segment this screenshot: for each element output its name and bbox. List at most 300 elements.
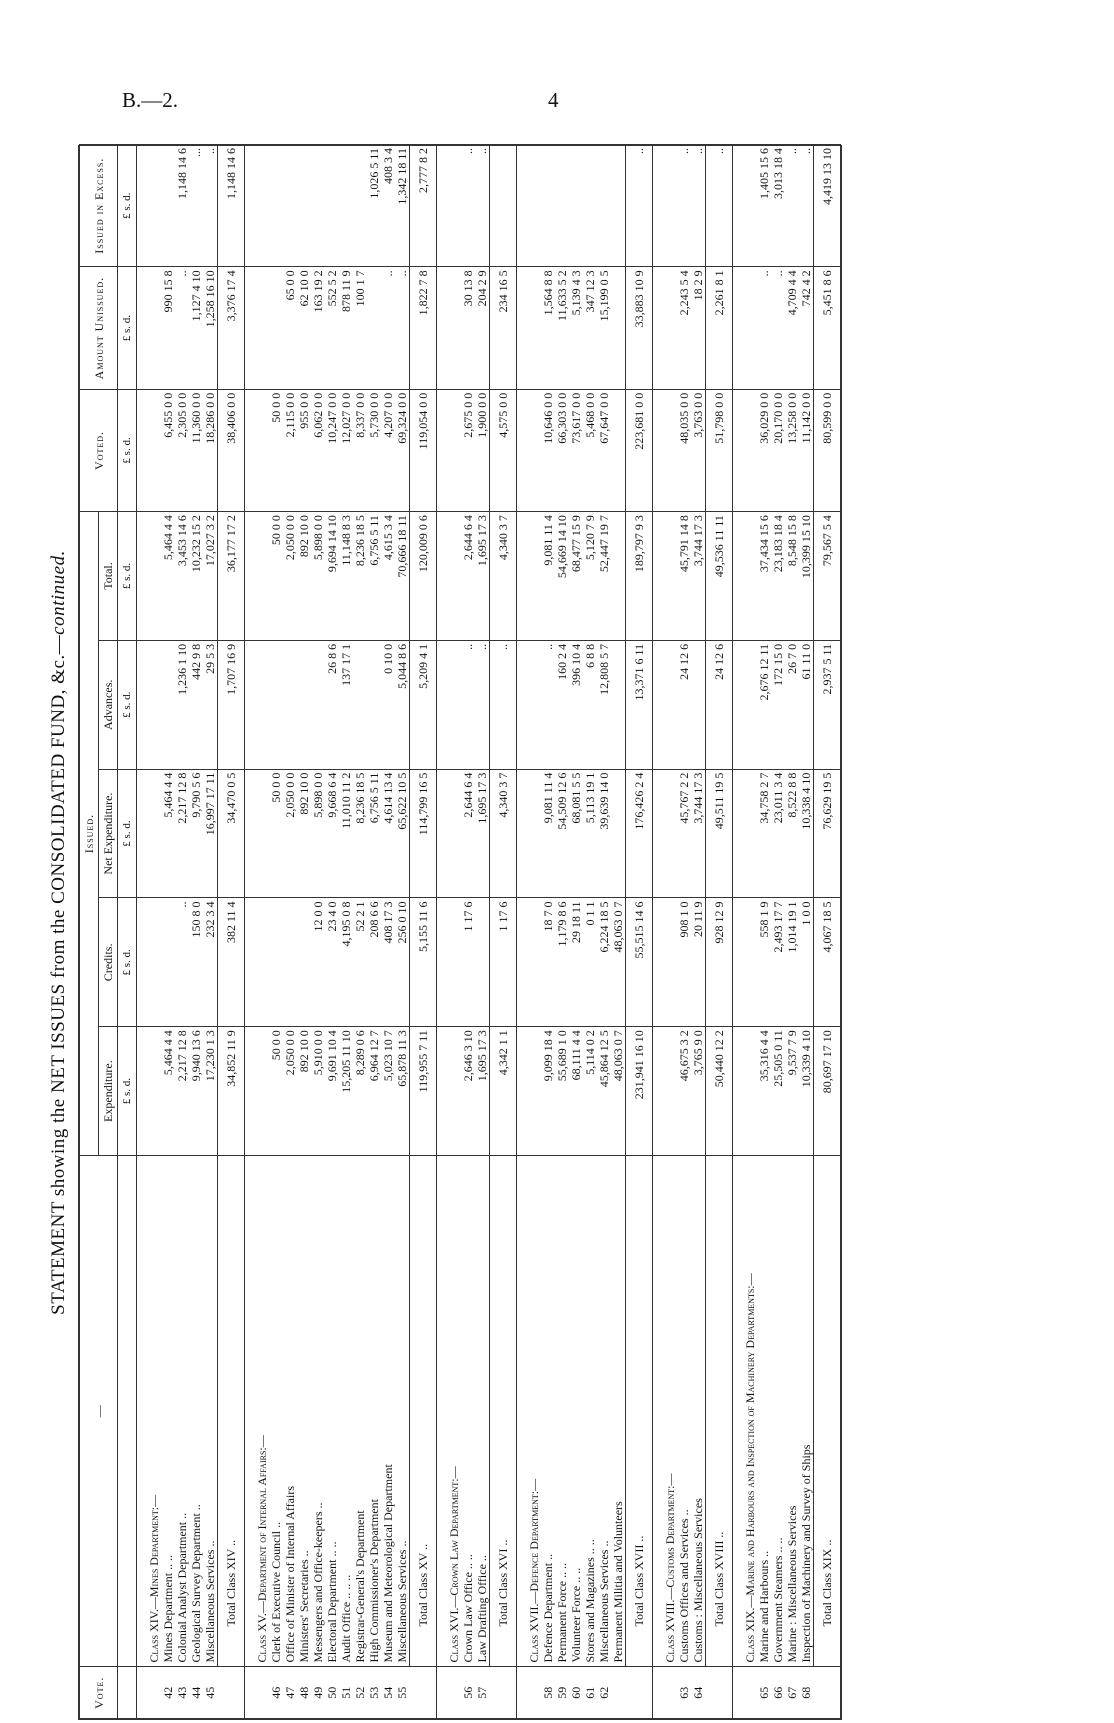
cell-adv (311, 640, 325, 769)
cell-cred: 558 1 9 (757, 898, 771, 1027)
empty-cell (245, 898, 270, 1027)
empty-cell (245, 512, 270, 641)
empty-cell (517, 145, 542, 267)
cell-cred: 208 6 6 (367, 898, 381, 1027)
total-unis: 2,261 8 1 (706, 267, 733, 389)
cell-adv (367, 640, 381, 769)
cell-cred: 2,493 17 7 (771, 898, 785, 1027)
cell-vote: 54 (381, 1667, 395, 1719)
cell-adv: .. (461, 640, 475, 769)
cell-exp: 5,910 0 0 (311, 1027, 325, 1156)
total-cred: 5,155 11 6 (410, 898, 437, 1027)
cell-net: 2,644 6 4 (461, 769, 475, 898)
cell-label: Audit Office .. .. .. (339, 1156, 353, 1667)
cell-excess (597, 145, 611, 267)
cell-label: Office of Minister of Internal Affairs (283, 1156, 297, 1667)
cell-exp: 17,230 1 3 (203, 1027, 218, 1156)
cell-tot: 8,548 15 8 (785, 512, 799, 641)
unit-cell: £ s. d. (118, 898, 137, 1027)
cell-adv: 12,808 5 7 (597, 640, 611, 769)
cell-voted: 69,324 0 0 (395, 389, 410, 511)
empty-cell (517, 640, 542, 769)
cell-voted: 8,337 0 0 (353, 389, 367, 511)
empty-cell (137, 1027, 162, 1156)
cell-vote: 65 (757, 1667, 771, 1719)
cell-tot: 3,744 17 3 (691, 512, 706, 641)
cell-label: Volunteer Force .. .. (569, 1156, 583, 1667)
class-heading: Class XIX.—Marine and Harbours and Inspection of Machinery Departments:— (733, 1156, 758, 1667)
cell-exp: 5,114 0 2 (583, 1027, 597, 1156)
cell-cred: 1 0 0 (799, 898, 814, 1027)
cell-excess: .. (677, 145, 691, 267)
cell-net: 2,050 0 0 (283, 769, 297, 898)
col-description-header: — (80, 1156, 118, 1667)
cell-vote: 66 (771, 1667, 785, 1719)
cell-vote: 55 (395, 1667, 410, 1719)
class-heading-row (137, 145, 162, 1719)
cell-vote: 56 (461, 1667, 475, 1719)
cell-unis: 4,709 4 4 (785, 267, 799, 389)
cell-unis (269, 267, 283, 389)
cell-voted: 6,062 0 0 (311, 389, 325, 511)
cell-label: Miscellaneous Services .. (203, 1156, 218, 1667)
table-row (569, 145, 583, 1719)
cell-label: Crown Law Office .. .. (461, 1156, 475, 1667)
cell-cred: 408 17 3 (381, 898, 395, 1027)
empty-cell (437, 1027, 462, 1156)
cell-exp: 10,339 4 10 (799, 1027, 814, 1156)
cell-tot: 68,477 15 9 (569, 512, 583, 641)
cell-cred (283, 898, 297, 1027)
cell-tot: 50 0 0 (269, 512, 283, 641)
cell-vote: 60 (569, 1667, 583, 1719)
class-total-row (490, 145, 517, 1719)
unit-cell: £ s. d. (118, 769, 137, 898)
cell-exp: 65,878 11 3 (395, 1027, 410, 1156)
total-excess: 2,777 8 2 (410, 145, 437, 267)
empty-cell (218, 1667, 245, 1719)
cell-vote: 47 (283, 1667, 297, 1719)
class-heading: Class XVII.—Defence Department:— (517, 1156, 542, 1667)
col-advances-header: Advances. (99, 640, 118, 769)
total-voted: 119,054 0 0 (410, 389, 437, 511)
total-tot: 49,536 11 11 (706, 512, 733, 641)
cell-voted: 6,455 0 0 (161, 389, 175, 511)
cell-tot (611, 512, 626, 641)
cell-tot: 10,232 15 2 (189, 512, 203, 641)
cell-voted: 48,035 0 0 (677, 389, 691, 511)
cell-cred: .. (175, 898, 189, 1027)
cell-excess (353, 145, 367, 267)
unit-cell: £ s. d. (118, 512, 137, 641)
total-net: 176,426 2 4 (626, 769, 653, 898)
total-exp: 50,440 12 2 (706, 1027, 733, 1156)
empty-cell (437, 512, 462, 641)
cell-excess (161, 145, 175, 267)
class-heading-row (245, 145, 270, 1719)
cell-net: 54,509 12 6 (555, 769, 569, 898)
total-excess: 1,148 14 6 (218, 145, 245, 267)
empty-cell (517, 267, 542, 389)
cell-voted: 5,730 0 0 (367, 389, 381, 511)
cell-cred: 1,179 8 6 (555, 898, 569, 1027)
cell-unis: 204 2 9 (475, 267, 490, 389)
cell-adv: 2,676 12 11 (757, 640, 771, 769)
class-heading: Class XIV.—Mines Department:— (137, 1156, 162, 1667)
cell-unis: 5,139 4 3 (569, 267, 583, 389)
empty-cell (653, 145, 678, 267)
total-voted: 38,406 0 0 (218, 389, 245, 511)
page-reference: B.—2. (122, 88, 179, 112)
empty-cell (137, 640, 162, 769)
total-tot: 189,797 9 3 (626, 512, 653, 641)
cell-label: Law Drafting Office .. (475, 1156, 490, 1667)
cell-vote: 50 (325, 1667, 339, 1719)
cell-net: 3,744 17 3 (691, 769, 706, 898)
cell-tot: 9,694 14 10 (325, 512, 339, 641)
cell-label: Defence Department .. (541, 1156, 555, 1667)
cell-label: Customs : Miscellaneous Services (691, 1156, 706, 1667)
cell-excess (583, 145, 597, 267)
cell-label: High Commissioner's Department (367, 1156, 381, 1667)
cell-tot: 8,236 18 5 (353, 512, 367, 641)
total-net: 4,340 3 7 (490, 769, 517, 898)
cell-adv (353, 640, 367, 769)
col-expenditure-header: Expenditure. (99, 1027, 118, 1156)
cell-tot: 70,666 18 11 (395, 512, 410, 641)
cell-tot: 6,756 5 11 (367, 512, 381, 641)
cell-adv: 26 7 0 (785, 640, 799, 769)
total-unis: 3,376 17 4 (218, 267, 245, 389)
cell-adv: 160 2 4 (555, 640, 569, 769)
cell-adv (691, 640, 706, 769)
cell-cred: 0 1 1 (583, 898, 597, 1027)
cell-unis: 990 15 8 (161, 267, 175, 389)
cell-adv (161, 640, 175, 769)
empty-cell (733, 389, 758, 511)
cell-voted: 73,617 0 0 (569, 389, 583, 511)
cell-label: Registrar-General's Department (353, 1156, 367, 1667)
table-row (311, 145, 325, 1719)
empty-cell (437, 769, 462, 898)
cell-exp: 46,675 3 2 (677, 1027, 691, 1156)
table-row (799, 145, 814, 1719)
cell-excess: 3,013 18 4 (771, 145, 785, 267)
total-label: Total Class XV .. (410, 1156, 437, 1667)
table-row (771, 145, 785, 1719)
cell-tot: 3,453 14 6 (175, 512, 189, 641)
cell-excess: .. (475, 145, 490, 267)
class-total-row (814, 145, 841, 1719)
total-cred: 55,515 14 6 (626, 898, 653, 1027)
class-heading-row (733, 145, 758, 1719)
statement-table-frame (78, 145, 842, 1720)
class-total-row (706, 145, 733, 1719)
cell-excess: 1,342 18 11 (395, 145, 410, 267)
total-exp: 34,852 11 9 (218, 1027, 245, 1156)
cell-exp: 5,023 10 7 (381, 1027, 395, 1156)
cell-voted: 5,468 0 0 (583, 389, 597, 511)
cell-vote: 52 (353, 1667, 367, 1719)
class-heading-row (653, 145, 678, 1719)
empty-cell (626, 1667, 653, 1719)
unit-cell (118, 1667, 137, 1719)
table-row (189, 145, 203, 1719)
cell-unis: 742 4 2 (799, 267, 814, 389)
cell-unis: 11,633 5 2 (555, 267, 569, 389)
cell-vote: 59 (555, 1667, 569, 1719)
cell-unis: 163 19 2 (311, 267, 325, 389)
cell-cred: 48,063 0 7 (611, 898, 626, 1027)
cell-excess (297, 145, 311, 267)
table-row (353, 145, 367, 1719)
empty-cell (245, 145, 270, 267)
cell-net: 9,081 11 4 (541, 769, 555, 898)
empty-cell (437, 640, 462, 769)
total-unis: 33,883 10 9 (626, 267, 653, 389)
cell-tot: 5,120 7 9 (583, 512, 597, 641)
total-unis: 1,822 7 8 (410, 267, 437, 389)
cell-vote: 58 (541, 1667, 555, 1719)
cell-net: 1,695 17 3 (475, 769, 490, 898)
cell-net: 4,614 13 4 (381, 769, 395, 898)
cell-adv (283, 640, 297, 769)
empty-cell (437, 898, 462, 1027)
cell-cred: 12 0 0 (311, 898, 325, 1027)
cell-voted: 10,646 0 0 (541, 389, 555, 511)
title-main: STATEMENT showing the NET ISSUES from the CONSOLIDATED FUND, &c.— (48, 634, 69, 1315)
cell-unis: 65 0 0 (283, 267, 297, 389)
class-heading: Class XVI.—Crown Law Department:— (437, 1156, 462, 1667)
cell-excess: 408 3 4 (381, 145, 395, 267)
cell-exp: 2,050 0 0 (283, 1027, 297, 1156)
cell-label: Museum and Meteorological Department (381, 1156, 395, 1667)
table-row (461, 145, 475, 1719)
cell-unis: 18 2 9 (691, 267, 706, 389)
total-net: 49,511 19 5 (706, 769, 733, 898)
class-heading-row (517, 145, 542, 1719)
cell-adv (269, 640, 283, 769)
cell-adv: 0 10 0 (381, 640, 395, 769)
total-exp: 80,697 17 10 (814, 1027, 841, 1156)
empty-cell (653, 1027, 678, 1156)
cell-net: 68,081 5 5 (569, 769, 583, 898)
empty-cell (733, 1667, 758, 1719)
cell-exp: 9,940 13 6 (189, 1027, 203, 1156)
cell-tot: 2,050 0 0 (283, 512, 297, 641)
empty-cell (653, 898, 678, 1027)
cell-excess (325, 145, 339, 267)
cell-unis: .. (381, 267, 395, 389)
total-label: Total Class XVIII .. (706, 1156, 733, 1667)
class-heading: Class XV.—Department of Internal Affairs:— (245, 1156, 270, 1667)
cell-voted: 4,207 0 0 (381, 389, 395, 511)
cell-voted: 10,247 0 0 (325, 389, 339, 511)
empty-cell (137, 145, 162, 267)
cell-unis: 2,243 5 4 (677, 267, 691, 389)
cell-voted: 11,360 0 0 (189, 389, 203, 511)
empty-cell (137, 769, 162, 898)
cell-vote: 53 (367, 1667, 381, 1719)
empty-cell (653, 640, 678, 769)
total-excess (490, 145, 517, 267)
cell-cred: 23 4 0 (325, 898, 339, 1027)
cell-tot: 11,148 8 3 (339, 512, 353, 641)
empty-cell (653, 1667, 678, 1719)
total-adv: 2,937 5 11 (814, 640, 841, 769)
empty-cell (653, 512, 678, 641)
cell-label: Stores and Magazines .. .. (583, 1156, 597, 1667)
empty-cell (814, 1667, 841, 1719)
cell-adv (611, 640, 626, 769)
table-row (475, 145, 490, 1719)
cell-net: 9,790 5 6 (189, 769, 203, 898)
cell-unis (611, 267, 626, 389)
cell-unis: 30 13 8 (461, 267, 475, 389)
cell-excess (311, 145, 325, 267)
table-row (583, 145, 597, 1719)
cell-exp: 2,646 3 10 (461, 1027, 475, 1156)
cell-excess: 1,148 14 6 (175, 145, 189, 267)
total-tot: 120,009 0 6 (410, 512, 437, 641)
cell-voted (611, 389, 626, 511)
total-cred: 928 12 9 (706, 898, 733, 1027)
empty-cell (733, 512, 758, 641)
cell-unis: .. (395, 267, 410, 389)
total-label: Total Class XVI .. (490, 1156, 517, 1667)
cell-unis: 1,258 16 10 (203, 267, 218, 389)
cell-cred: 232 3 4 (203, 898, 218, 1027)
cell-excess (569, 145, 583, 267)
cell-exp: 50 0 0 (269, 1027, 283, 1156)
cell-adv: 396 10 4 (569, 640, 583, 769)
cell-voted: 3,763 0 0 (691, 389, 706, 511)
cell-voted: 18,286 0 0 (203, 389, 218, 511)
empty-cell (733, 769, 758, 898)
total-cred: 1 17 6 (490, 898, 517, 1027)
total-adv: 24 12 6 (706, 640, 733, 769)
cell-vote: 63 (677, 1667, 691, 1719)
total-voted: 4,575 0 0 (490, 389, 517, 511)
cell-tot: 54,669 14 10 (555, 512, 569, 641)
cell-voted: 2,115 0 0 (283, 389, 297, 511)
table-row (297, 145, 311, 1719)
cell-exp: 2,217 12 8 (175, 1027, 189, 1156)
cell-unis: 15,199 0 5 (597, 267, 611, 389)
table-row (555, 145, 569, 1719)
cell-unis: 62 10 0 (297, 267, 311, 389)
empty-cell (733, 145, 758, 267)
cell-unis: 878 11 9 (339, 267, 353, 389)
cell-adv (297, 640, 311, 769)
cell-excess: 1,026 5 11 (367, 145, 381, 267)
cell-voted: 20,170 0 0 (771, 389, 785, 511)
cell-exp: 35,316 4 4 (757, 1027, 771, 1156)
cell-voted: 13,258 0 0 (785, 389, 799, 511)
statement-body (137, 145, 841, 1719)
cell-label: Miscellaneous Services .. (395, 1156, 410, 1667)
cell-voted: 50 0 0 (269, 389, 283, 511)
cell-cred: 6,224 18 5 (597, 898, 611, 1027)
total-net: 34,470 0 5 (218, 769, 245, 898)
cell-net: 892 10 0 (297, 769, 311, 898)
cell-adv: .. (541, 640, 555, 769)
cell-label: Ministers' Secretaries .. (297, 1156, 311, 1667)
total-label: Total Class XIX .. (814, 1156, 841, 1667)
cell-excess: .. (785, 145, 799, 267)
empty-cell (245, 640, 270, 769)
empty-cell (137, 389, 162, 511)
cell-label: Marine : Miscellaneous Services (785, 1156, 799, 1667)
unit-cell: £ s. d. (118, 389, 137, 511)
total-excess: 4,419 13 10 (814, 145, 841, 267)
cell-cred: 1 17 6 (461, 898, 475, 1027)
cell-label: Clerk of Executive Council .. (269, 1156, 283, 1667)
cell-vote: 48 (297, 1667, 311, 1719)
cell-unis: .. (175, 267, 189, 389)
cell-exp: 25,505 0 11 (771, 1027, 785, 1156)
cell-exp: 6,964 12 7 (367, 1027, 381, 1156)
cell-exp: 9,691 10 4 (325, 1027, 339, 1156)
empty-cell (517, 1027, 542, 1156)
unit-cell (118, 1156, 137, 1667)
cell-cred: 18 7 0 (541, 898, 555, 1027)
total-excess: .. (626, 145, 653, 267)
empty-cell (245, 267, 270, 389)
statement-table (79, 144, 841, 1719)
cell-cred: 256 0 10 (395, 898, 410, 1027)
empty-cell (410, 1667, 437, 1719)
empty-cell (137, 512, 162, 641)
cell-excess (269, 145, 283, 267)
cell-cred: 1,014 19 1 (785, 898, 799, 1027)
table-row (677, 145, 691, 1719)
empty-cell (653, 267, 678, 389)
cell-cred: 20 11 9 (691, 898, 706, 1027)
cell-voted: 2,305 0 0 (175, 389, 189, 511)
cell-unis: 100 1 7 (353, 267, 367, 389)
cell-voted: 955 0 0 (297, 389, 311, 511)
cell-label: Geological Survey Department .. (189, 1156, 203, 1667)
cell-net: 5,464 4 4 (161, 769, 175, 898)
cell-label: Marine and Harbours .. (757, 1156, 771, 1667)
cell-net: 8,236 18 5 (353, 769, 367, 898)
empty-cell (437, 1667, 462, 1719)
class-heading-row (437, 145, 462, 1719)
empty-cell (653, 769, 678, 898)
cell-net: 5,113 19 1 (583, 769, 597, 898)
cell-voted: 11,142 0 0 (799, 389, 814, 511)
rotated-statement-sheet (40, 145, 1070, 1720)
cell-tot: 17,027 3 2 (203, 512, 218, 641)
cell-cred (475, 898, 490, 1027)
empty-cell (245, 389, 270, 511)
cell-unis: 552 5 2 (325, 267, 339, 389)
empty-cell (517, 769, 542, 898)
total-label: Total Class XVII .. (626, 1156, 653, 1667)
cell-vote: 51 (339, 1667, 353, 1719)
cell-excess (283, 145, 297, 267)
cell-voted: 1,900 0 0 (475, 389, 490, 511)
cell-label: Messengers and Office-keepers .. (311, 1156, 325, 1667)
cell-excess: .. (691, 145, 706, 267)
cell-net: 23,011 3 4 (771, 769, 785, 898)
cell-vote: 45 (203, 1667, 218, 1719)
cell-unis: .. (757, 267, 771, 389)
col-net-expenditure-header: Net Expenditure. (99, 769, 118, 898)
total-unis: 5,451 8 6 (814, 267, 841, 389)
table-row (175, 145, 189, 1719)
